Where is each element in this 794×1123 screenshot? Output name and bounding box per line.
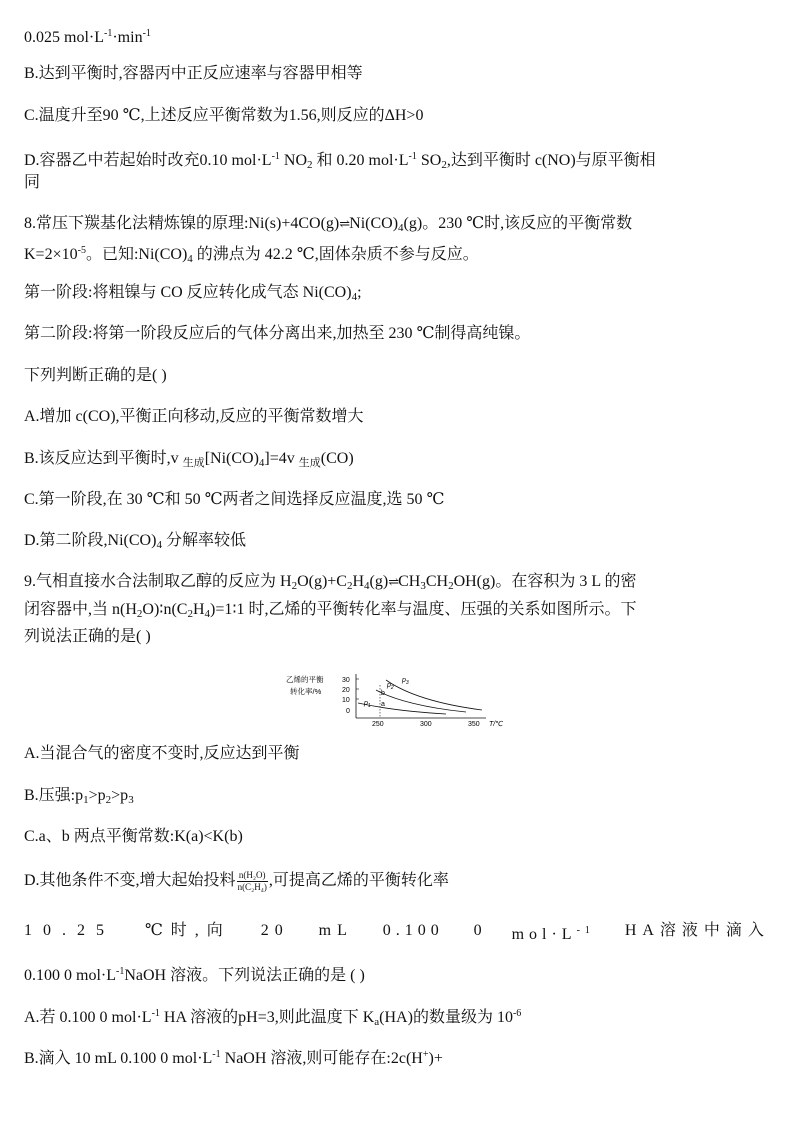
option-line-a: 0.025 $mol\cdot L^{-1}\cdot\min^{-1}$ [24, 28, 151, 46]
figure-xtick: 300 [420, 721, 432, 728]
q10-stem-line2: 0.100 0 $mol\cdot L^{-1}NaOH$ 溶液。下列说法正确的是 ( ) [24, 966, 365, 984]
q10-option-b: B.滴入 10 mL 0.100 0 $mol\cdot L^{-1}$ NaOH 溶液,则可能存在:2c(H+)+ [24, 1049, 443, 1067]
q8-stem-line2: $K=2\times 10^{-5}$。已知$:Ni(CO)_4$ 的沸点为 42.2 ℃,固体杂质不参与反应。 [24, 245, 479, 265]
q8-option-b: B.该反应达到平衡时,v $_{生成}[Ni(CO)_4]=4v$ $_{生成}$(CO) [24, 450, 354, 469]
figure-ytick: 20 [342, 687, 350, 694]
figure-label-p1: $p_1$ [364, 700, 371, 709]
q9-stem-line2: 闭容器中,当 $n(H_2O)∶n(C_2H_4)=1∶1$ 时,乙烯的平衡转化率与温度、压强的关系如图所示。下 [24, 601, 637, 620]
q8-stem-line1: 8.常压下羰基化法精炼镍的原理$:Ni(s)+4CO(g)\rightleftharpoons Ni(CO)_4(g)$。230 ℃时,该反应的平衡常数 [24, 215, 633, 234]
q7-option-b: B.达到平衡时,容器丙中正反应速率与容器甲相等 [24, 65, 363, 82]
feed-ratio-fraction: $\frac{\text{n(H₂O)}}{\text{n(C₂H₄)}}$ [237, 870, 267, 892]
figure-ytick: 30 [342, 677, 350, 684]
figure-ylabel-line2: 转化率/% [290, 687, 322, 696]
figure-curve-p3 [386, 680, 482, 710]
q8-prompt: 下列判断正确的是( ) [24, 367, 167, 384]
figure-ylabel-line1: 乙烯的平衡 [286, 675, 324, 684]
figure-ytick: 0 [346, 708, 350, 715]
figure-xlabel: T/℃ [489, 721, 504, 728]
q9-option-b: B.压强$:p_1>p_2>p_3$ [24, 787, 134, 806]
q8-option-c: C.第一阶段,在 30 ℃和 50 ℃两者之间选择反应温度,选 50 ℃ [24, 491, 445, 508]
figure-xtick: 250 [372, 721, 384, 728]
q7-option-c: C.温度升至90 ℃,上述反应平衡常数为1.56,则反应的ΔH>0 [24, 107, 424, 124]
conversion-vs-temperature-figure [286, 672, 514, 728]
q8-option-a: A.增加 c(CO),平衡正向移动,反应的平衡常数增大 [24, 408, 364, 425]
q10-option-a: A.若 0.100 0 $mol\cdot L^{-1}$ HA 溶液的pH=3,则此温度下 $K_a(HA)$的数量级为 $10^{-6}$ [24, 1008, 522, 1028]
q8-option-d: D.第二阶段$,Ni(CO)_4$ 分解率较低 [24, 532, 246, 551]
q7-option-d: D.容器乙中若起始时改充0.10 $mol\cdot L^{-1}$ $NO_2$ 和 0.20 $mol\cdot L^{-1}$ $SO_2$,达到平衡时 c(NO)与原平衡相 [24, 151, 656, 171]
figure-point-b: b [381, 690, 385, 697]
figure-point-a: a [381, 701, 385, 708]
figure-ytick: 10 [342, 697, 350, 704]
q7-option-d-continued: 同 [24, 174, 41, 191]
q9-stem-line1: 9.气相直接水合法制取乙醇的反应为 $H_2O(g)+C_2H_4(g)\rightleftharpoons CH_3CH_2OH(g)$。在容积为 3 L 的密 [24, 573, 637, 592]
q9-option-c: C.a、b 两点平衡常数:K(a)<K(b) [24, 828, 243, 845]
q9-stem-line3: 列说法正确的是( ) [24, 628, 151, 645]
figure-xtick: 350 [468, 721, 480, 728]
q8-stage-two: 第二阶段:将第一阶段反应后的气体分离出来,加热至 230 ℃制得高纯镍。 [24, 325, 531, 342]
figure-label-p2: $p_2$ [387, 682, 394, 691]
q8-stage-one: 第一阶段:将粗镍与 CO 反应转化成气态 $Ni(CO)_4$; [24, 284, 362, 303]
q10-stem-line1: 10.25 ℃时,向 20 mL 0.100 0 $mol\cdot L^{-1}$ HA溶液中滴入 [24, 922, 770, 943]
figure-label-p3: $p_3$ [402, 677, 409, 686]
q9-option-a: A.当混合气的密度不变时,反应达到平衡 [24, 745, 300, 762]
q9-option-d: D.其他条件不变,增大起始投料 $\frac{\text{n(H₂O)}}{\text{n(C₂H₄)}}$ ,可提高乙烯的平衡转化率 [24, 870, 449, 892]
figure-curve-p1 [358, 703, 446, 714]
